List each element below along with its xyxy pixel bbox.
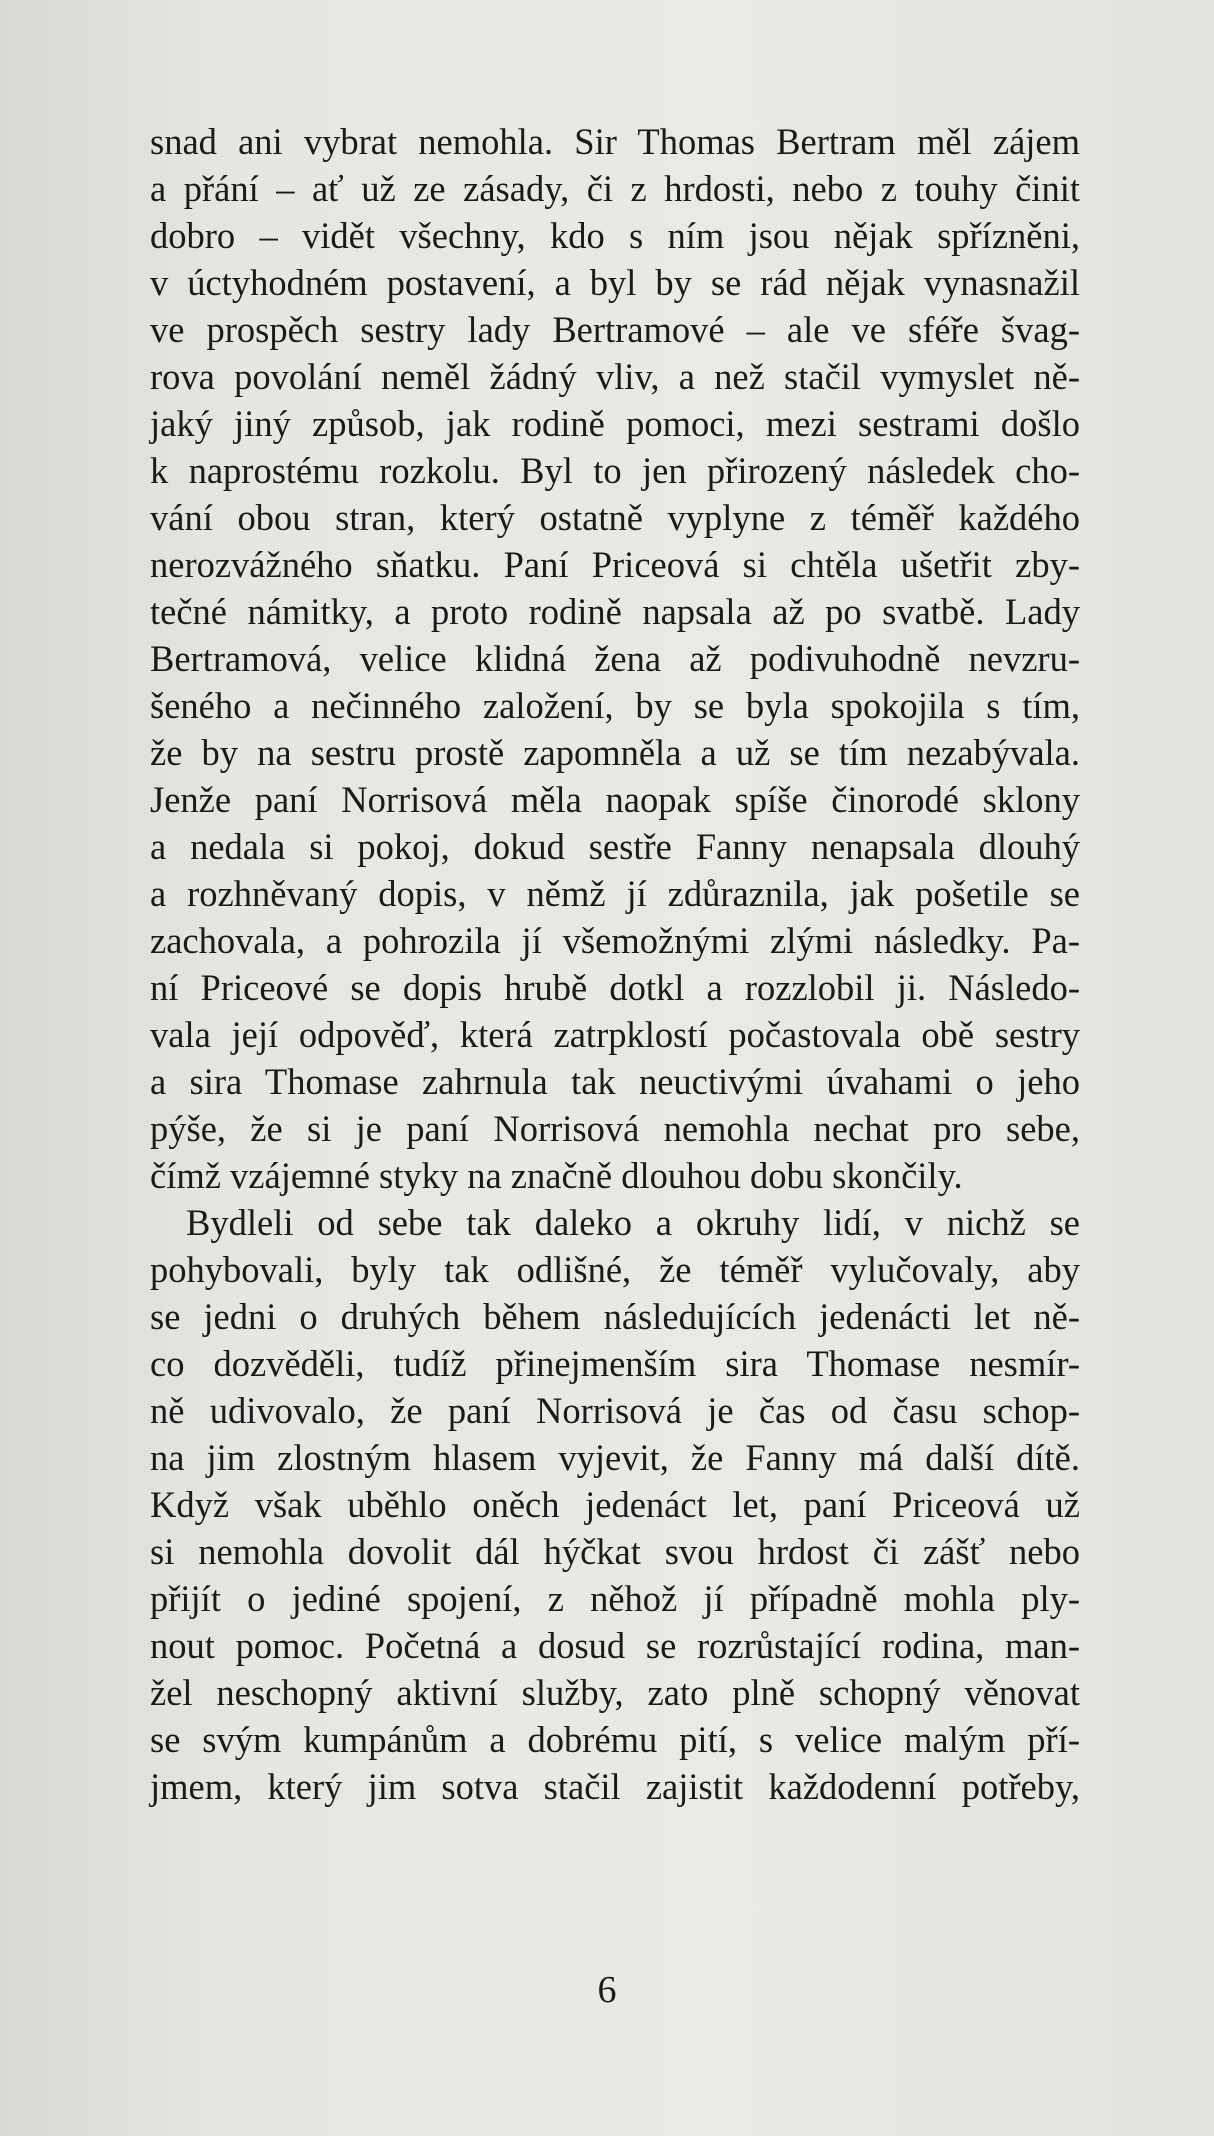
text-line: ve prospěch sestry lady Bertramové – ale ve sféře švag-: [150, 309, 1080, 350]
text-line: co dozvěděli, tudíž přinejmenším sira Thomase nesmír-: [150, 1343, 1080, 1384]
text-line: jaký jiný způsob, jak rodině pomoci, mezi sestrami došlo: [150, 403, 1080, 444]
text-line: žel neschopný aktivní služby, zato plně schopný věnovat: [150, 1672, 1080, 1713]
text-line: snad ani vybrat nemohla. Sir Thomas Bertram měl zájem: [150, 121, 1080, 162]
text-line: vání obou stran, který ostatně vyplyne z téměř každého: [150, 497, 1080, 538]
text-line: vala její odpověď, která zatrpklostí počastovala obě sestry: [150, 1014, 1080, 1055]
text-line: nerozvážného sňatku. Paní Priceová si chtěla ušetřit zby-: [150, 544, 1080, 585]
text-line: a sira Thomase zahrnula tak neuctivými úvahami o jeho: [150, 1061, 1080, 1102]
text-line: a nedala si pokoj, dokud sestře Fanny nenapsala dlouhý: [150, 826, 1080, 867]
text-line: jmem, který jim sotva stačil zajistit každodenní potřeby,: [150, 1766, 1080, 1807]
text-line: a rozhněvaný dopis, v němž jí zdůraznila, jak pošetile se: [150, 873, 1080, 914]
text-line: zachovala, a pohrozila jí všemožnými zlými následky. Pa-: [150, 920, 1080, 961]
text-line: a přání – ať už ze zásady, či z hrdosti, nebo z touhy činit: [150, 168, 1080, 209]
body-text: [150, 118, 1080, 1810]
text-line: na jim zlostným hlasem vyjevit, že Fanny má další dítě.: [150, 1437, 1080, 1478]
text-line: si nemohla dovolit dál hýčkat svou hrdost či zášť nebo: [150, 1531, 1080, 1572]
text-line: Bydleli od sebe tak daleko a okruhy lidí, v nichž se: [186, 1202, 1080, 1243]
text-line: pohybovali, byly tak odlišné, že téměř vylučovaly, aby: [150, 1249, 1080, 1290]
text-line: že by na sestru prostě zapomněla a už se tím nezabývala.: [150, 732, 1080, 773]
text-line: šeného a nečinného založení, by se byla spokojila s tím,: [150, 685, 1080, 726]
text-line: přijít o jediné spojení, z něhož jí případně mohla ply-: [150, 1578, 1080, 1619]
text-line: ně udivovalo, že paní Norrisová je čas od času schop-: [150, 1390, 1080, 1431]
text-line: k naprostému rozkolu. Byl to jen přirozený následek cho-: [150, 450, 1080, 491]
text-line: ní Priceové se dopis hrubě dotkl a rozzlobil ji. Následo-: [150, 967, 1080, 1008]
text-line: rova povolání neměl žádný vliv, a než stačil vymyslet ně-: [150, 356, 1080, 397]
text-line: tečné námitky, a proto rodině napsala až po svatbě. Lady: [150, 591, 1080, 632]
text-line: Jenže paní Norrisová měla naopak spíše činorodé sklony: [150, 779, 1080, 820]
text-line: pýše, že si je paní Norrisová nemohla nechat pro sebe,: [150, 1108, 1080, 1149]
text-line: nout pomoc. Početná a dosud se rozrůstající rodina, man-: [150, 1625, 1080, 1666]
text-line: Když však uběhlo oněch jedenáct let, paní Priceová už: [150, 1484, 1080, 1525]
text-line: Bertramová, velice klidná žena až podivuhodně nevzru-: [150, 638, 1080, 679]
page-number: 6: [597, 1969, 617, 2011]
text-line: v úctyhodném postavení, a byl by se rád nějak vynasnažil: [150, 262, 1080, 303]
text-line: dobro – vidět všechny, kdo s ním jsou nějak spřízněni,: [150, 215, 1080, 256]
text-line: se jedni o druhých během následujících jedenácti let ně-: [150, 1296, 1080, 1337]
text-line: se svým kumpánům a dobrému pití, s velice malým pří-: [150, 1719, 1080, 1760]
text-line: čímž vzájemné styky na značně dlouhou dobu skončily.: [150, 1155, 963, 1196]
